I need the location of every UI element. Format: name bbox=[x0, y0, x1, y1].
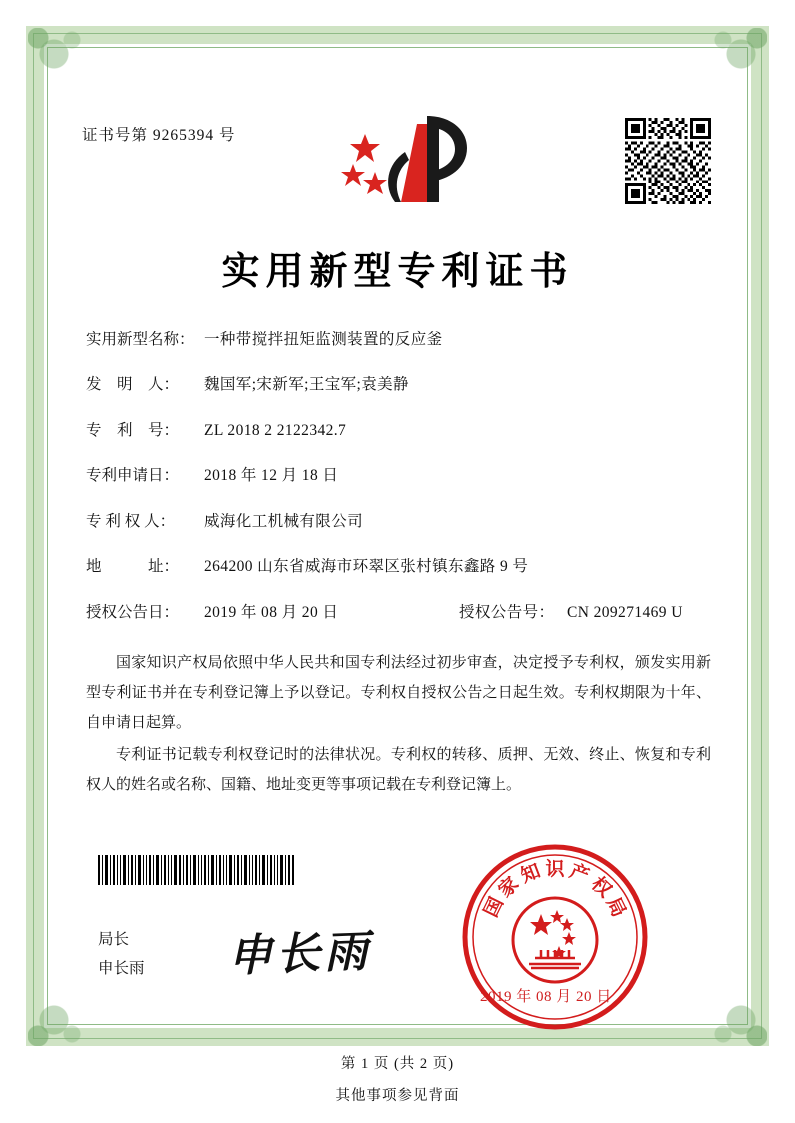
field-label: 地 址： bbox=[86, 558, 180, 576]
handwritten-signature: 申长雨 bbox=[227, 926, 373, 983]
barcode bbox=[98, 855, 294, 885]
svg-text:家: 家 bbox=[494, 872, 524, 902]
seal-date: 2019 年 08 月 20 日 bbox=[480, 989, 612, 1005]
legal-text bbox=[86, 648, 711, 802]
footer-note: 其他事项参见背面 bbox=[335, 1088, 460, 1104]
svg-text:识: 识 bbox=[545, 858, 565, 880]
svg-text:知: 知 bbox=[517, 859, 544, 888]
field-label: 专利申请日： bbox=[86, 467, 180, 485]
field-row-patentee bbox=[86, 512, 711, 533]
field-row-application-date bbox=[86, 466, 711, 487]
svg-text:国: 国 bbox=[479, 893, 508, 921]
field-value-secondary: CN 209271469 U bbox=[567, 603, 683, 621]
legal-paragraph-1: 国家知识产权局依照中华人民共和国专利法经过初步审查，决定授予专利权，颁发实用新型专利证书并在专利登记簿上予以登记。专利权自授权公告之日起生效。专利权期限为十年、自申请日起算。 bbox=[86, 655, 711, 731]
svg-text:权: 权 bbox=[586, 872, 616, 902]
svg-text:产: 产 bbox=[566, 859, 593, 888]
certificate-number: 证书号第 9265394 号 bbox=[82, 127, 236, 144]
field-row-utility-model-name bbox=[86, 330, 711, 351]
director-title-label: 局长 bbox=[98, 931, 130, 948]
field-label: 授权公告日： bbox=[86, 603, 180, 621]
field-label: 专 利 权 人： bbox=[86, 512, 176, 530]
field-label: 专 利 号： bbox=[86, 421, 180, 439]
field-value: 264200 山东省威海市环翠区张村镇东鑫路 9 号 bbox=[204, 558, 529, 576]
field-label-secondary: 授权公告号： bbox=[459, 603, 555, 621]
page-title: 实用新型专利证书 bbox=[221, 248, 574, 293]
field-value: 魏国军;宋新军;王宝军;袁美静 bbox=[204, 376, 409, 394]
field-label: 实用新型名称： bbox=[86, 331, 195, 348]
field-row-grant-announcement bbox=[86, 603, 711, 624]
svg-text:局: 局 bbox=[602, 893, 631, 921]
director-name-label: 申长雨 bbox=[98, 959, 145, 977]
certificate-content bbox=[60, 60, 735, 1072]
qr-code bbox=[625, 118, 711, 204]
signature-labels bbox=[98, 926, 145, 983]
field-value: 威海化工机械有限公司 bbox=[204, 512, 364, 530]
field-row-address bbox=[86, 557, 711, 578]
field-value: ZL 2018 2 2122342.7 bbox=[204, 421, 347, 439]
field-row-patent-number bbox=[86, 421, 711, 442]
page-number: 第 1 页 (共 2 页) bbox=[340, 1056, 455, 1072]
legal-paragraph-2: 专利证书记载专利权登记时的法律状况。专利权的转移、质押、无效、终止、恢复和专利权人的姓名或名称、国籍、地址变更等事项记载在专利登记簿上。 bbox=[86, 747, 711, 793]
field-list bbox=[86, 330, 711, 648]
field-label: 发 明 人： bbox=[86, 376, 180, 394]
field-value: 2019 年 08 月 20 日 bbox=[204, 603, 339, 621]
field-value: 2018 年 12 月 18 日 bbox=[204, 467, 339, 485]
cnipa-logo bbox=[335, 106, 475, 216]
field-row-inventors bbox=[86, 375, 711, 396]
field-value: 一种带搅拌扭矩监测装置的反应釜 bbox=[204, 331, 443, 348]
